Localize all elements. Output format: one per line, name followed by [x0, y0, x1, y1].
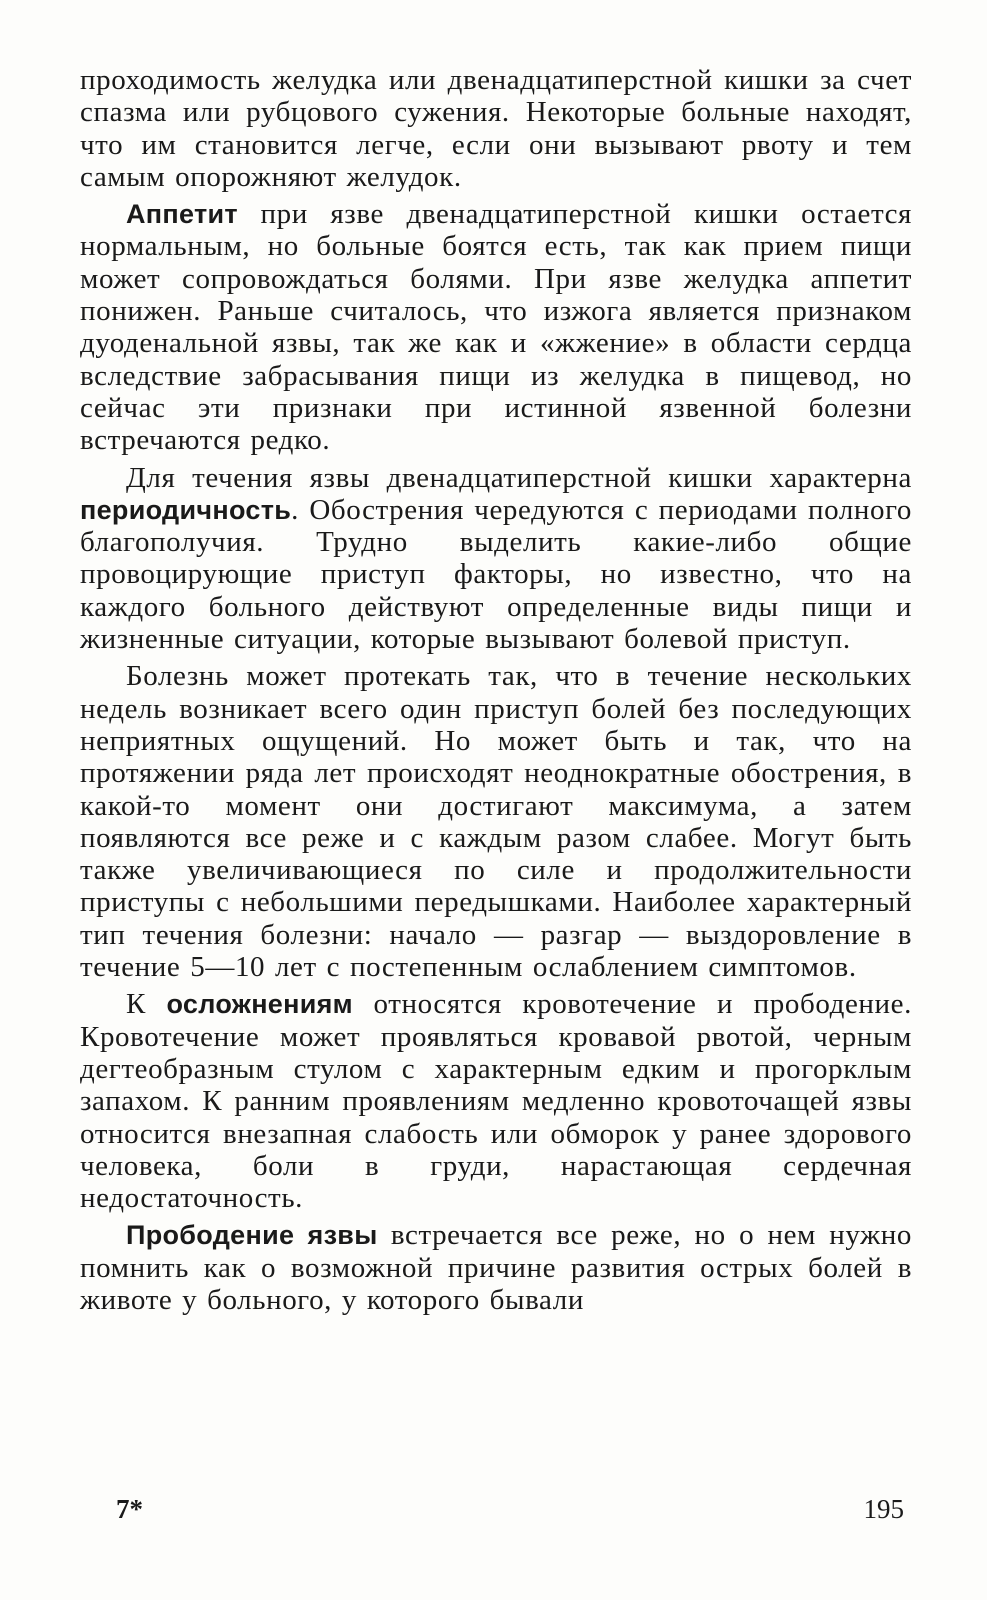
page-footer — [80, 1494, 912, 1528]
paragraph-4-text: Болезнь может протекать так, что в течение нескольких недель возникает всего один приступ болей без последующих неприятных ощущений. Но может быть и так, что на протяжении ряда лет происходят неоднократные обострения, в какой-то момент они достигают максимума, а затем появляются все реже и с каждым разом слабее. Могут быть также увеличивающиеся по силе и продолжительности приступы с небольшими передышками. Наиболее характерный тип течения болезни: начало — разгар — выздоровление в течение 5—10 лет с постепенным ослаблением симптомов. — [80, 660, 912, 984]
body-text — [80, 64, 912, 1316]
page-number: 195 — [863, 1494, 904, 1524]
paragraph-1-text: проходимость желудка или двенадцатиперстной кишки за счет спазма или рубцового сужения. Некоторые больные находят, что им становится легче, если они вызывают рвоту и тем самым опорожняют желудок. — [80, 64, 912, 193]
paragraph-2-text: при язве двенадцатиперстной кишки остается нормальным, но больные боятся есть, так как прием пищи может сопровождаться болями. При язве желудка аппетит понижен. Раньше считалось, что изжога является признаком дуоденальной язвы, так же как и «жжение» в области сердца вследствие забрасывания пищи из желудка в пищевод, но сейчас эти признаки при истинной язвенной болезни встречаются редко. — [80, 198, 912, 457]
term-perforation: Прободение язвы — [126, 1220, 378, 1251]
paragraph-4 — [80, 660, 912, 983]
paragraph-3 — [80, 462, 912, 656]
paragraph-5-before: К — [126, 988, 167, 1021]
paragraph-2 — [80, 198, 912, 456]
paragraph-3-after: . Обострения чередуются с периодами полного благополучия. Трудно выделить какие-либо общие провоцирующие приступ факторы, но известно, что на каждого больного действуют определенные виды пищи и жизненные ситуации, которые вызывают болевой приступ. — [80, 493, 912, 656]
paragraph-6-text: встречается все реже, но о нем нужно помнить как о возможной причине развития острых болей в животе у больного, у которого бывали — [80, 1219, 912, 1316]
paragraph-6 — [80, 1219, 912, 1316]
paragraph-1 — [80, 64, 912, 193]
signature-mark: 7* — [116, 1494, 143, 1524]
paragraph-3-before: Для течения язвы двенадцатиперстной кишки характерна — [126, 461, 912, 494]
term-appetite: Аппетит — [126, 199, 238, 230]
term-complications: осложнениям — [166, 989, 353, 1020]
paragraph-5-after: относятся кровотечение и прободение. Кровотечение может проявляться кровавой рвотой, черным дегтеобразным стулом с характерным едким и прогорклым запахом. К ранним проявлениям медленно кровоточащей язвы относится внезапная слабость или обморок у ранее здорового человека, боли в груди, нарастающая сердечная недостаточность. — [80, 988, 912, 1215]
paragraph-5 — [80, 988, 912, 1214]
term-periodicity: периодичность — [80, 494, 292, 525]
